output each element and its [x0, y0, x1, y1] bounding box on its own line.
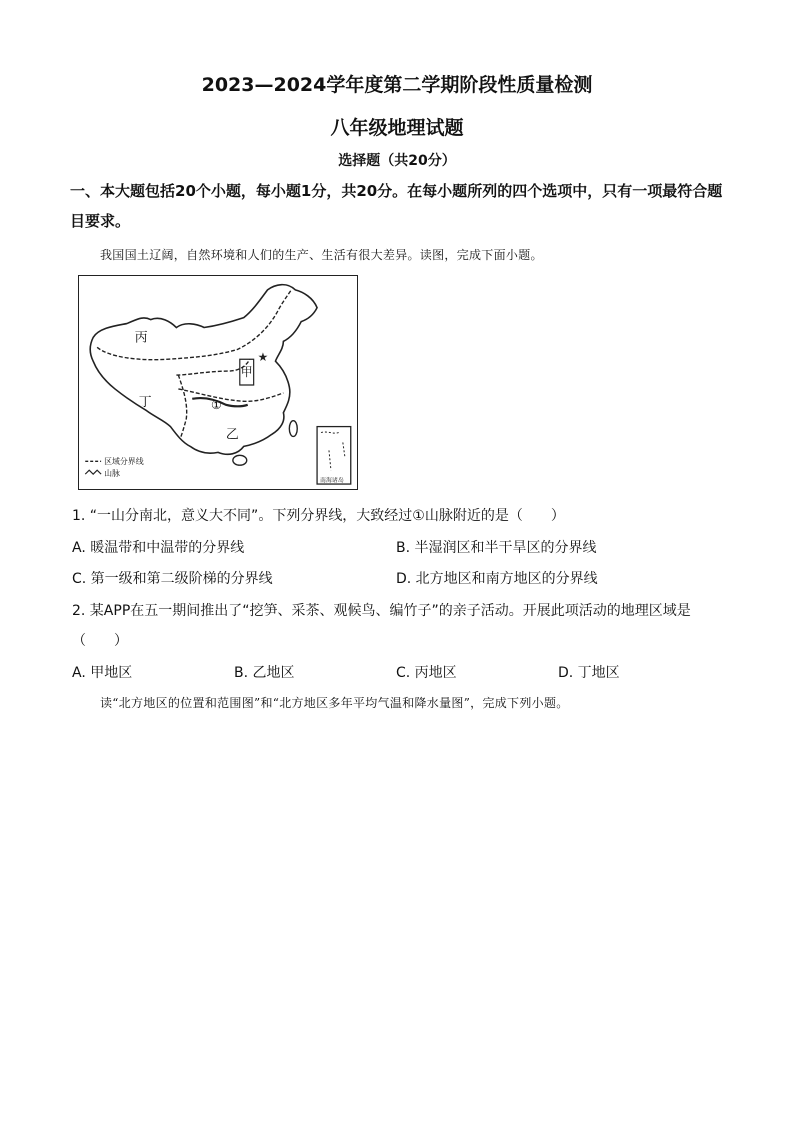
- label-jia: 甲: [240, 365, 253, 380]
- q2-option-a[interactable]: A. 甲地区: [72, 665, 133, 681]
- question-2-stem-line-1: 2. 某APP在五一期间推出了“挖笋、采茶、观候鸟、编竹子”的亲子活动。开展此项活动的地理区域是: [72, 603, 691, 619]
- question-1-stem: 1. “一山分南北，意义大不同”。下列分界线，大致经过①山脉附近的是（ ）: [72, 508, 565, 524]
- intro-text-2: 读“北方地区的位置和范围图”和“北方地区多年平均气温和降水量图”，完成下列小题。: [100, 696, 569, 710]
- hainan-island: [233, 455, 247, 465]
- part-instruction: 一、本大题包括20个小题，每小题1分，共20分。在每小题所列的四个选项中，只有一项最符合题目要求。: [70, 182, 723, 230]
- taiwan-island: [289, 421, 297, 437]
- boundary-line-tibet: [178, 375, 186, 438]
- section-heading: 选择题（共20分）: [338, 153, 456, 169]
- q2-option-c[interactable]: C. 丙地区: [396, 665, 457, 681]
- label-bing: 丙: [134, 330, 148, 346]
- inset-box: [317, 427, 351, 484]
- exam-subtitle: 八年级地理试题: [330, 117, 464, 139]
- china-map-figure: [78, 275, 358, 490]
- capital-star-icon: ★: [257, 350, 269, 365]
- china-map-svg: [79, 276, 357, 489]
- legend-mountain-symbol: [85, 470, 101, 474]
- q1-option-a[interactable]: A. 暖温带和中温带的分界线: [72, 540, 245, 556]
- q2-option-b[interactable]: B. 乙地区: [234, 665, 295, 681]
- question-2-stem-line-2: （ ）: [72, 633, 128, 649]
- inset-coast: [321, 432, 345, 470]
- legend-boundary-label: 区域分界线: [104, 457, 144, 467]
- china-outline: [90, 285, 317, 455]
- exam-title: 2023—2024学年度第二学期阶段性质量检测: [201, 74, 593, 96]
- q1-option-b[interactable]: B. 半湿润区和半干旱区的分界线: [396, 540, 597, 556]
- legend-mountain-label: 山脉: [104, 469, 120, 479]
- label-one: ①: [211, 397, 222, 412]
- q1-option-c[interactable]: C. 第一级和第二级阶梯的分界线: [72, 571, 273, 587]
- q2-option-d[interactable]: D. 丁地区: [558, 665, 620, 681]
- label-yi: 乙: [225, 427, 239, 443]
- label-ding: 丁: [138, 394, 152, 410]
- boundary-line-qinghai: [176, 359, 249, 375]
- inset-label: 南海诸岛: [320, 477, 344, 485]
- q1-option-d[interactable]: D. 北方地区和南方地区的分界线: [396, 571, 598, 587]
- intro-text-1: 我国国土辽阔，自然环境和人们的生产、生活有很大差异。读图，完成下面小题。: [100, 248, 543, 262]
